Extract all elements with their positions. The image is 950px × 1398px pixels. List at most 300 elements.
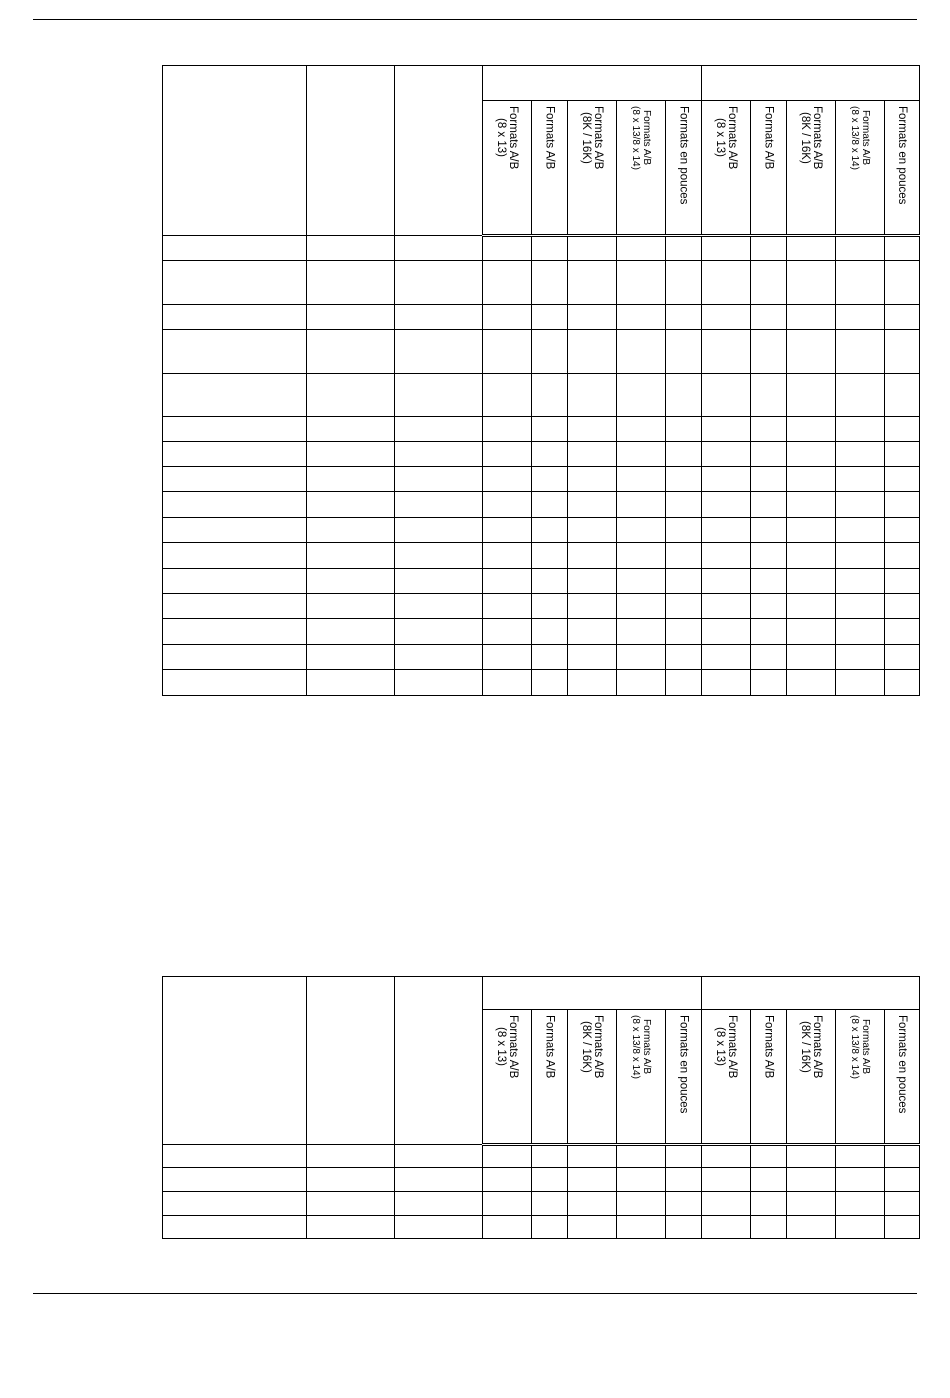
column-header-wrap	[751, 101, 786, 234]
table-row	[163, 236, 920, 261]
column-header-wrap	[532, 1010, 567, 1143]
column-header-label	[580, 1015, 604, 1078]
column-header-line: Formats A/B	[762, 106, 775, 170]
column-header	[483, 101, 532, 236]
column-header-line: (8 x 13)	[714, 118, 727, 158]
table-row	[163, 330, 920, 374]
table-cell	[836, 594, 885, 619]
table-cell	[885, 236, 920, 261]
table-cell	[836, 645, 885, 670]
table-cell	[617, 543, 666, 569]
column-header-label	[495, 1015, 519, 1078]
column-header-wrap	[483, 1010, 531, 1143]
table-cell	[163, 374, 307, 417]
table-cell	[395, 569, 483, 594]
table-cell	[702, 1145, 751, 1168]
table-cell	[568, 492, 617, 518]
column-header-label	[763, 1015, 775, 1078]
table-cell	[787, 417, 836, 442]
column-header-line: (8 x 13)	[495, 1027, 507, 1067]
table-cell	[532, 1216, 568, 1239]
table-cell	[395, 374, 483, 417]
column-header-wrap	[532, 101, 567, 234]
table-cell	[483, 1192, 532, 1216]
table-cell	[666, 1216, 702, 1239]
header-cell-blank	[395, 66, 483, 236]
table-cell	[702, 518, 751, 543]
table-cell	[787, 374, 836, 417]
table-cell	[702, 305, 751, 330]
column-header	[885, 101, 920, 236]
table-cell	[617, 417, 666, 442]
top-rule	[33, 19, 917, 20]
column-header-wrap	[702, 1010, 750, 1143]
table-cell	[307, 670, 395, 696]
table-row	[163, 619, 920, 645]
table-cell	[395, 330, 483, 374]
header-group-cell	[483, 977, 702, 1010]
table-cell	[532, 261, 568, 305]
table-cell	[307, 569, 395, 594]
column-header-line: Formats A/B	[543, 1015, 556, 1079]
table-cell	[568, 1145, 617, 1168]
table-cell	[702, 543, 751, 569]
table-cell	[617, 594, 666, 619]
table-cell	[568, 594, 617, 619]
table-row	[163, 594, 920, 619]
table-cell	[395, 670, 483, 696]
column-header-label	[495, 106, 519, 169]
table-cell	[532, 1145, 568, 1168]
column-header-label	[678, 1015, 690, 1113]
table-row	[163, 261, 920, 305]
table-cell	[395, 1168, 483, 1192]
table-cell	[163, 543, 307, 569]
table-cell	[163, 619, 307, 645]
column-header-line: Formats A/B	[726, 106, 739, 170]
table-cell	[702, 594, 751, 619]
column-header	[568, 1010, 617, 1145]
column-header-line: Formats A/B	[811, 106, 824, 170]
table-cell	[666, 442, 702, 467]
table-cell	[395, 236, 483, 261]
column-header-line: Formats A/B	[726, 1015, 739, 1079]
table-cell	[395, 261, 483, 305]
table-row	[163, 374, 920, 417]
table-cell	[307, 330, 395, 374]
table-cell	[617, 261, 666, 305]
table-cell	[787, 645, 836, 670]
table-cell	[568, 645, 617, 670]
table-cell	[483, 492, 532, 518]
header-cell-blank	[307, 66, 395, 236]
table-cell	[483, 374, 532, 417]
table-cell	[885, 619, 920, 645]
table-cell	[666, 1168, 702, 1192]
table-cell	[702, 261, 751, 305]
column-header	[702, 101, 751, 236]
table-cell	[836, 569, 885, 594]
table-cell	[702, 417, 751, 442]
table-cell	[751, 543, 787, 569]
table-cell	[307, 305, 395, 330]
table-cell	[483, 645, 532, 670]
table-cell	[751, 569, 787, 594]
column-header	[617, 1010, 666, 1145]
table-cell	[751, 261, 787, 305]
table-cell	[836, 1216, 885, 1239]
table-cell	[787, 492, 836, 518]
table-cell	[666, 374, 702, 417]
table-cell	[163, 1145, 307, 1168]
table-cell	[751, 670, 787, 696]
table-cell	[751, 1192, 787, 1216]
column-header-wrap	[885, 1010, 919, 1143]
table-cell	[666, 261, 702, 305]
table-cell	[751, 492, 787, 518]
column-header-label	[630, 106, 652, 170]
table-cell	[617, 670, 666, 696]
table-cell	[702, 1216, 751, 1239]
column-header-label	[678, 106, 690, 204]
table-cell	[751, 645, 787, 670]
table-cell	[836, 442, 885, 467]
table-cell	[702, 467, 751, 492]
table-cell	[787, 1145, 836, 1168]
table-cell	[836, 305, 885, 330]
table-cell	[751, 467, 787, 492]
table-row	[163, 492, 920, 518]
column-header	[483, 1010, 532, 1145]
table-cell	[836, 261, 885, 305]
table-cell	[702, 442, 751, 467]
table-cell	[617, 645, 666, 670]
header-group-cell	[702, 977, 920, 1010]
column-header-wrap	[787, 1010, 835, 1143]
table-cell	[163, 417, 307, 442]
column-header	[751, 101, 787, 236]
table-cell	[163, 261, 307, 305]
column-header	[666, 1010, 702, 1145]
table-cell	[617, 619, 666, 645]
table-cell	[666, 645, 702, 670]
table-cell	[395, 417, 483, 442]
column-header-line: Formats en pouces	[677, 106, 690, 205]
header-group-cell	[483, 66, 702, 101]
table-cell	[787, 330, 836, 374]
table-cell	[483, 594, 532, 619]
table-cell	[885, 305, 920, 330]
table-row	[163, 442, 920, 467]
table-cell	[163, 670, 307, 696]
table-cell	[163, 492, 307, 518]
table-cell	[532, 330, 568, 374]
table-cell	[568, 670, 617, 696]
table-cell	[666, 467, 702, 492]
column-header-line: Formats A/B	[860, 1019, 872, 1075]
table-cell	[568, 1192, 617, 1216]
column-header-line: (8K / 16K)	[580, 1020, 592, 1073]
table-cell	[885, 1168, 920, 1192]
column-header	[787, 1010, 836, 1145]
table-cell	[885, 1145, 920, 1168]
table-cell	[836, 236, 885, 261]
table-cell	[483, 1145, 532, 1168]
table-cell	[307, 518, 395, 543]
table-cell	[568, 261, 617, 305]
table-cell	[395, 492, 483, 518]
column-header	[885, 1010, 920, 1145]
table-cell	[568, 543, 617, 569]
table-cell	[395, 518, 483, 543]
table-cell	[307, 261, 395, 305]
table-cell	[836, 619, 885, 645]
table-cell	[163, 442, 307, 467]
table-cell	[483, 330, 532, 374]
table-cell	[702, 1192, 751, 1216]
column-header-line: Formats A/B	[811, 1015, 824, 1079]
table-cell	[836, 492, 885, 518]
table-cell	[483, 670, 532, 696]
table-cell	[568, 236, 617, 261]
table-cell	[836, 1192, 885, 1216]
table-cell	[787, 670, 836, 696]
column-header-wrap	[483, 101, 531, 234]
column-header-label	[714, 106, 738, 169]
table-cell	[532, 645, 568, 670]
table-cell	[885, 543, 920, 569]
table-cell	[395, 305, 483, 330]
table-cell	[666, 236, 702, 261]
table-cell	[666, 417, 702, 442]
table-cell	[787, 261, 836, 305]
table-cell	[787, 619, 836, 645]
table-cell	[307, 1216, 395, 1239]
table-row	[163, 645, 920, 670]
table-cell	[885, 492, 920, 518]
table-cell	[532, 619, 568, 645]
table-cell	[617, 305, 666, 330]
column-header	[532, 1010, 568, 1145]
table-cell	[666, 543, 702, 569]
table-cell	[787, 518, 836, 543]
table-row	[163, 417, 920, 442]
column-header-label	[849, 106, 871, 170]
table-cell	[702, 374, 751, 417]
column-header-line: Formats en pouces	[896, 106, 909, 205]
table-cell	[885, 261, 920, 305]
table-cell	[163, 518, 307, 543]
table-cell	[163, 569, 307, 594]
bottom-rule	[33, 1293, 917, 1294]
header-cell-blank	[395, 977, 483, 1145]
table-cell	[532, 594, 568, 619]
table-row	[163, 1216, 920, 1239]
column-header-line: (8 x 13)	[495, 118, 507, 158]
column-header-line: Formats A/B	[762, 1015, 775, 1079]
table-cell	[751, 305, 787, 330]
table-cell	[787, 1192, 836, 1216]
column-header-line: Formats A/B	[543, 106, 556, 170]
table-cell	[751, 417, 787, 442]
table-cell	[307, 442, 395, 467]
table-cell	[702, 492, 751, 518]
table-cell	[702, 619, 751, 645]
table-cell	[163, 1216, 307, 1239]
table-cell	[751, 1216, 787, 1239]
table-cell	[617, 569, 666, 594]
column-header	[568, 101, 617, 236]
table-cell	[751, 236, 787, 261]
table-cell	[483, 543, 532, 569]
table-cell	[666, 492, 702, 518]
table-cell	[836, 543, 885, 569]
table-cell	[666, 330, 702, 374]
table-cell	[483, 417, 532, 442]
table-cell	[836, 518, 885, 543]
table-cell	[532, 543, 568, 569]
table-cell	[568, 330, 617, 374]
column-header-label	[799, 1015, 823, 1078]
table-cell	[483, 305, 532, 330]
table-cell	[307, 374, 395, 417]
table-cell	[617, 442, 666, 467]
table-cell	[885, 330, 920, 374]
table-cell	[751, 374, 787, 417]
table-row	[163, 467, 920, 492]
column-header-label	[896, 106, 908, 204]
column-header-line: (8 x 13)	[714, 1027, 727, 1067]
column-header-line: Formats A/B	[860, 110, 872, 166]
table-cell	[666, 1145, 702, 1168]
column-header-wrap	[836, 101, 884, 234]
table-cell	[307, 645, 395, 670]
table-cell	[836, 670, 885, 696]
table-cell	[163, 330, 307, 374]
column-header-line: (8 x 13/8 x 14)	[849, 1015, 861, 1079]
table-cell	[751, 330, 787, 374]
table-cell	[568, 442, 617, 467]
table-cell	[483, 442, 532, 467]
table-cell	[787, 467, 836, 492]
table-cell	[617, 236, 666, 261]
column-header-wrap	[666, 101, 701, 234]
table-cell	[483, 1216, 532, 1239]
column-header	[836, 101, 885, 236]
column-header-label	[714, 1015, 738, 1078]
column-header	[836, 1010, 885, 1145]
header-group-cell	[702, 66, 920, 101]
column-header-line: Formats A/B	[641, 1019, 652, 1075]
table-cell	[532, 467, 568, 492]
column-header-line: (8 x 13/8 x 14)	[849, 106, 861, 170]
table-cell	[568, 374, 617, 417]
table-cell	[307, 236, 395, 261]
column-header-line: (8K / 16K)	[580, 111, 592, 164]
column-header-label	[849, 1015, 871, 1079]
table-cell	[787, 1216, 836, 1239]
column-header-line: Formats en pouces	[896, 1015, 909, 1114]
table-cell	[395, 442, 483, 467]
table-cell	[787, 569, 836, 594]
table-cell	[885, 670, 920, 696]
table-cell	[885, 374, 920, 417]
table-cell	[163, 1192, 307, 1216]
table-cell	[483, 467, 532, 492]
column-header-label	[580, 106, 604, 169]
table-cell	[751, 594, 787, 619]
table-cell	[163, 645, 307, 670]
table-cell	[395, 619, 483, 645]
table-cell	[483, 236, 532, 261]
column-header-label	[896, 1015, 908, 1113]
table-cell	[395, 543, 483, 569]
column-header-line: Formats A/B	[592, 1015, 604, 1079]
table-cell	[836, 374, 885, 417]
table-cell	[395, 1145, 483, 1168]
paper-size-table-2	[162, 976, 920, 1239]
table-cell	[532, 305, 568, 330]
table-cell	[532, 442, 568, 467]
table-cell	[836, 330, 885, 374]
table-row	[163, 1145, 920, 1168]
column-header-wrap	[617, 101, 665, 234]
table-row	[163, 305, 920, 330]
paper-size-table-1	[162, 65, 920, 696]
column-header-line: (8 x 13/8 x 14)	[630, 106, 641, 170]
table-cell	[163, 305, 307, 330]
column-header-line: Formats A/B	[507, 106, 519, 170]
table-cell	[307, 619, 395, 645]
table-cell	[568, 305, 617, 330]
table-cell	[666, 594, 702, 619]
table-cell	[532, 374, 568, 417]
table-cell	[568, 417, 617, 442]
table-row	[163, 569, 920, 594]
table-cell	[666, 670, 702, 696]
table-cell	[885, 1216, 920, 1239]
column-header-line: Formats A/B	[592, 106, 604, 170]
table-cell	[885, 594, 920, 619]
column-header-wrap	[702, 101, 750, 234]
table-row	[163, 1168, 920, 1192]
table-cell	[836, 1145, 885, 1168]
table-cell	[395, 467, 483, 492]
table-cell	[307, 594, 395, 619]
column-header-line: (8K / 16K)	[799, 111, 812, 164]
table-cell	[885, 467, 920, 492]
table-cell	[702, 236, 751, 261]
table-cell	[787, 236, 836, 261]
table-cell	[836, 467, 885, 492]
header-cell-blank	[307, 977, 395, 1145]
table-cell	[395, 1192, 483, 1216]
column-header	[666, 101, 702, 236]
column-header-wrap	[836, 1010, 884, 1143]
table-cell	[532, 569, 568, 594]
table-row	[163, 543, 920, 569]
column-header-line: Formats A/B	[641, 110, 652, 166]
column-header-label	[630, 1015, 652, 1079]
table-cell	[568, 569, 617, 594]
table-cell	[163, 467, 307, 492]
column-header	[702, 1010, 751, 1145]
column-header-wrap	[568, 101, 616, 234]
table-cell	[885, 569, 920, 594]
table-cell	[836, 417, 885, 442]
table-cell	[617, 1168, 666, 1192]
table-cell	[617, 1192, 666, 1216]
